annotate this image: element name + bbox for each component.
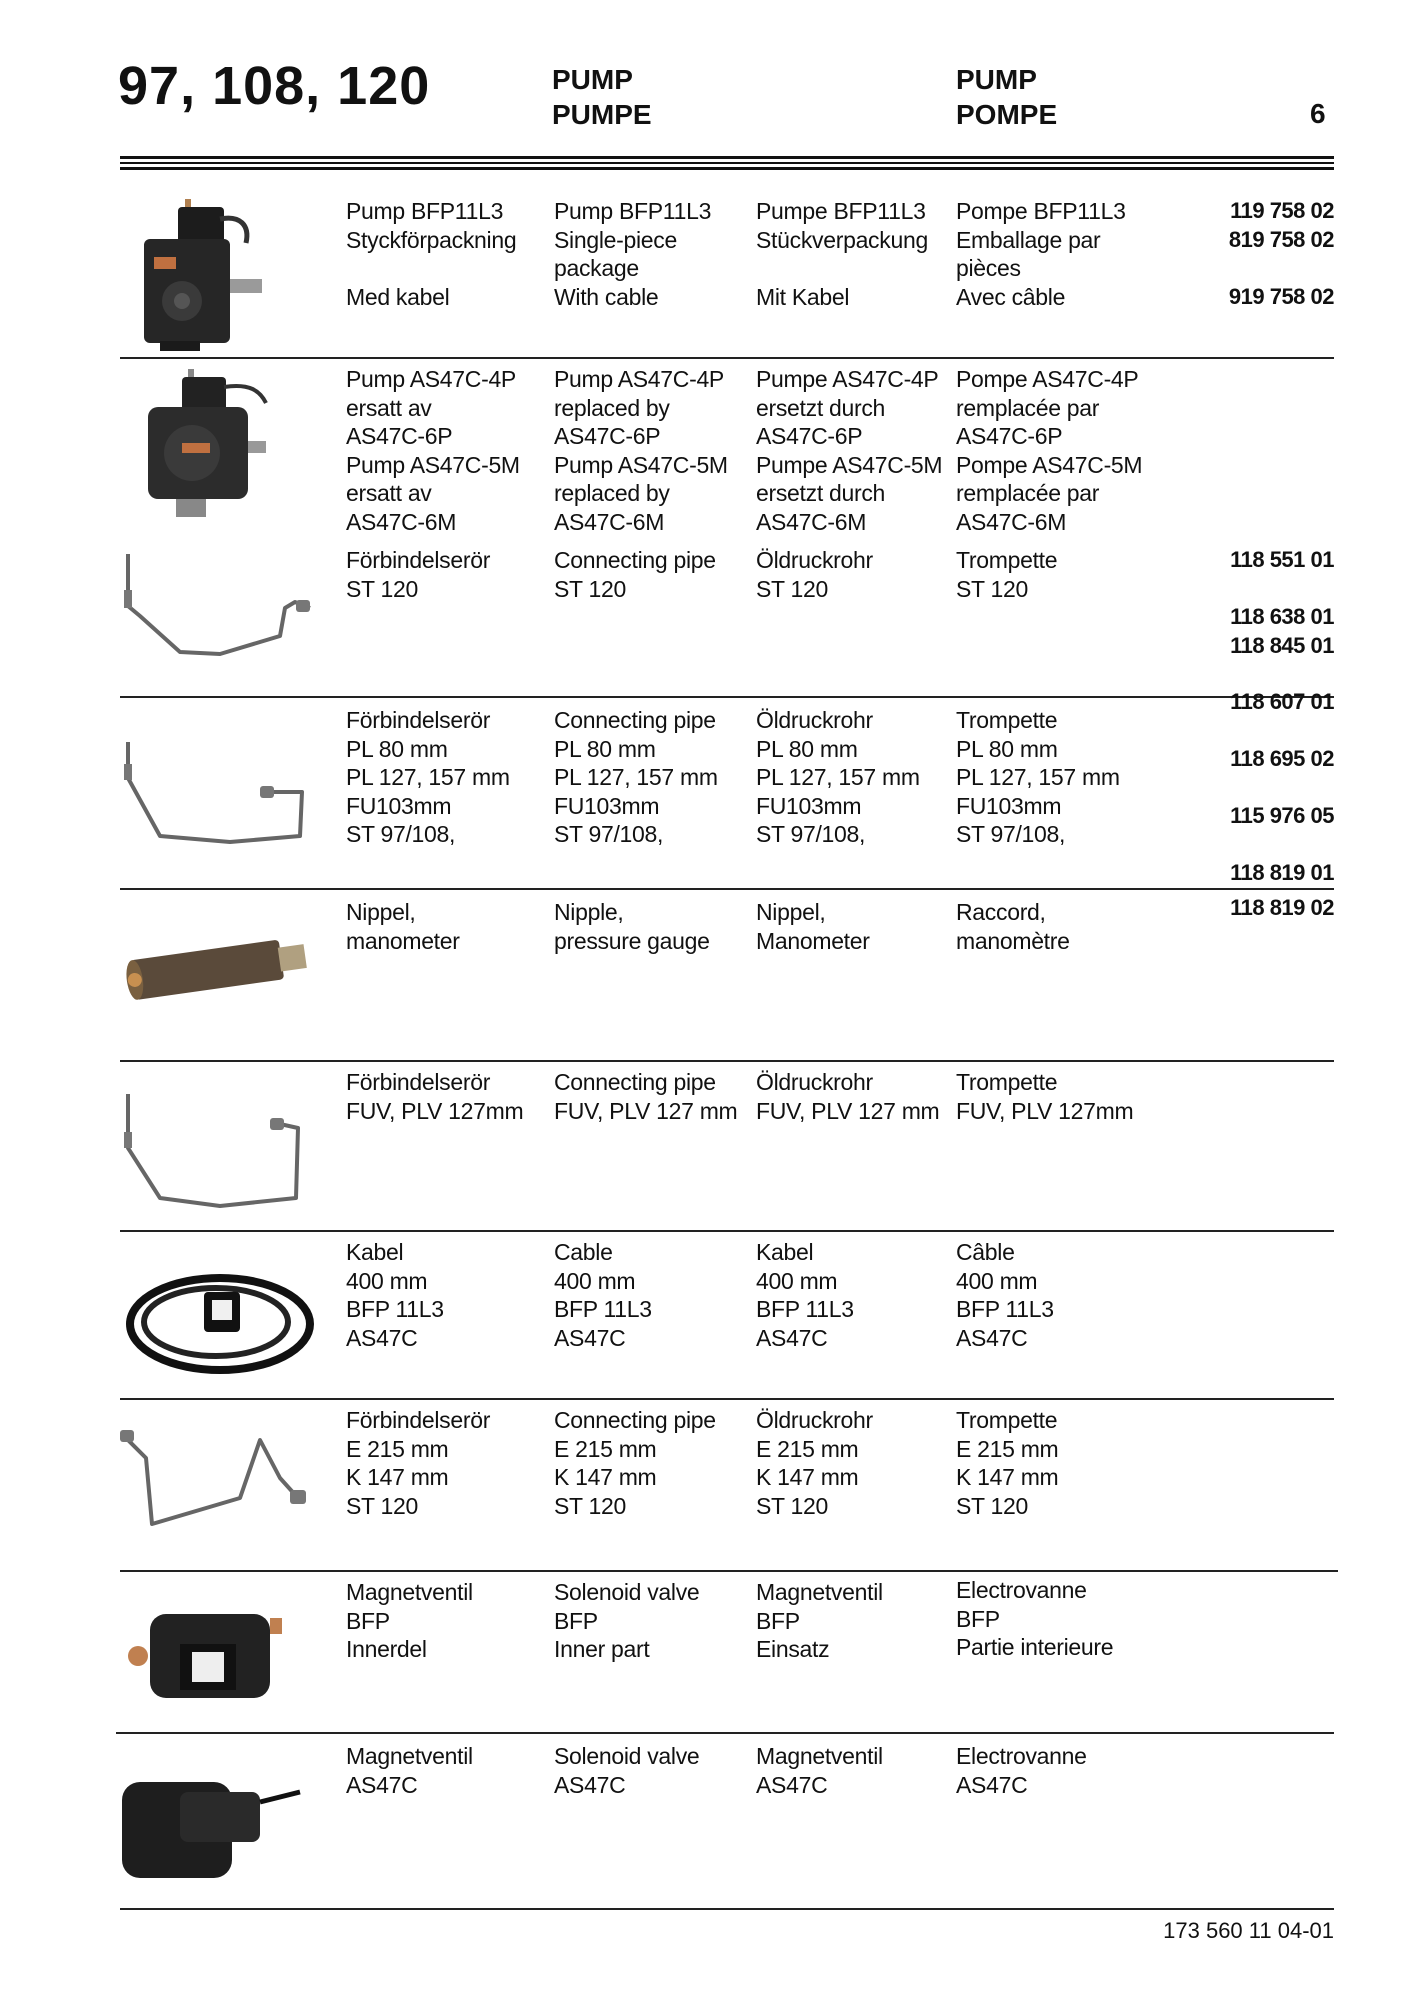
part-row: [120, 197, 1334, 357]
part-row: [120, 1060, 1334, 1230]
desc-de: Öldruckrohr E 215 mm K 147 mm ST 120: [756, 1407, 873, 1519]
title-sv-fr: [956, 62, 1057, 132]
part-number: [1214, 831, 1334, 860]
desc-de: Magnetventil BFP Einsatz: [756, 1579, 883, 1662]
desc-fr: Trompette ST 120: [956, 547, 1058, 602]
header-rule-3: [120, 167, 1334, 170]
part-number: 919 758 02: [1228, 283, 1334, 309]
part-row: [120, 357, 1334, 537]
desc-en: Nipple, pressure gauge: [554, 899, 710, 954]
desc-en: Solenoid valve AS47C: [554, 1743, 700, 1798]
row-divider: [120, 888, 1334, 890]
desc-sv: Förbindelserör PL 80 mm PL 127, 157 mm FU103mm ST 97/108,: [346, 707, 510, 847]
page-number: 6: [1310, 98, 1326, 129]
part-number: 819 758 02: [1228, 226, 1334, 252]
row-divider: [120, 1570, 1338, 1572]
desc-fr: Trompette PL 80 mm PL 127, 157 mm FU103mm ST 97/108,: [956, 707, 1120, 847]
solenoid-valve-icon: [120, 1762, 320, 1892]
row-divider: [120, 1060, 1334, 1062]
oil-pump-icon: [120, 197, 320, 357]
row-divider: [120, 696, 1334, 698]
part-number: 118 695 02: [1230, 746, 1334, 771]
title-en-de: [552, 62, 652, 132]
cable-icon: [120, 1252, 320, 1392]
oil-pump-icon: [120, 367, 320, 537]
solenoid-valve-icon: [120, 1592, 320, 1722]
part-codes: [1214, 546, 1334, 660]
part-number: 118 551 01: [1230, 547, 1334, 572]
desc-fr: Electrovanne BFP Partie interieure: [956, 1577, 1114, 1660]
desc-fr: Câble 400 mm BFP 11L3 AS47C: [956, 1239, 1054, 1351]
doc-code: 173 560 11 04-01: [1163, 1918, 1334, 1943]
pipe-icon: [120, 1088, 320, 1228]
pipe-icon: [120, 546, 320, 686]
part-number: [1214, 254, 1334, 283]
pipe-icon: [120, 1428, 320, 1558]
part-row: [120, 888, 1334, 1060]
desc-de: Pumpe AS47C-4P ersetzt durch AS47C-6P Pumpe AS47C-5M ersetzt durch AS47C-6M: [756, 366, 943, 535]
desc-de: Kabel 400 mm BFP 11L3 AS47C: [756, 1239, 854, 1351]
part-row: [120, 1230, 1334, 1398]
part-number: 118 819 01: [1230, 860, 1334, 885]
part-number: 118 638 01: [1230, 604, 1334, 629]
desc-de: Öldruckrohr FUV, PLV 127 mm: [756, 1069, 940, 1124]
desc-fr: Pompe BFP11L3 Emballage par pièces Avec câble: [956, 198, 1126, 310]
desc-sv: Kabel 400 mm BFP 11L3 AS47C: [346, 1239, 444, 1351]
desc-sv: Nippel, manometer: [346, 899, 460, 954]
page-header: [0, 0, 1410, 140]
part-number: 118 607 01: [1230, 689, 1334, 714]
title-pump: PUMP: [552, 64, 633, 95]
desc-en: Solenoid valve BFP Inner part: [554, 1579, 700, 1662]
part-number: 118 819 02: [1230, 895, 1334, 920]
desc-de: Öldruckrohr PL 80 mm PL 127, 157 mm FU103mm ST 97/108,: [756, 707, 920, 847]
footer-rule: [120, 1908, 1334, 1910]
pipe-icon: [120, 736, 320, 866]
desc-en: Pump AS47C-4P replaced by AS47C-6P Pump AS47C-5M replaced by AS47C-6M: [554, 366, 728, 535]
part-row: [120, 546, 1334, 696]
row-divider: [120, 1230, 1334, 1232]
model-numbers: 97, 108, 120: [118, 56, 431, 116]
desc-fr: Raccord, manomètre: [956, 899, 1070, 954]
desc-en: Cable 400 mm BFP 11L3 AS47C: [554, 1239, 652, 1351]
row-divider: [120, 1398, 1334, 1400]
desc-de: Nippel, Manometer: [756, 899, 870, 954]
desc-sv: Magnetventil AS47C: [346, 1743, 473, 1798]
desc-en: Connecting pipe FUV, PLV 127 mm: [554, 1069, 738, 1124]
header-rule-1: [120, 156, 1334, 159]
desc-fr: Electrovanne AS47C: [956, 1743, 1087, 1798]
row-divider: [116, 1732, 1334, 1734]
desc-sv: Pump BFP11L3 Styckförpackning Med kabel: [346, 198, 517, 310]
part-number: [1214, 717, 1334, 746]
desc-sv: Förbindelserör FUV, PLV 127mm: [346, 1069, 524, 1124]
desc-de: Magnetventil AS47C: [756, 1743, 883, 1798]
part-codes: [1214, 688, 1334, 888]
part-row: [120, 689, 1334, 888]
part-number: 115 976 05: [1230, 803, 1334, 828]
part-number: [1214, 575, 1334, 604]
desc-en: Connecting pipe E 215 mm K 147 mm ST 120: [554, 1407, 716, 1519]
part-row: [120, 1732, 1334, 1902]
desc-sv: Pump AS47C-4P ersatt av AS47C-6P Pump AS47C-5M ersatt av AS47C-6M: [346, 366, 520, 535]
desc-fr: Trompette E 215 mm K 147 mm ST 120: [956, 1407, 1059, 1519]
part-codes: [1214, 197, 1334, 311]
desc-en: Connecting pipe ST 120: [554, 547, 716, 602]
row-divider: [120, 357, 1334, 359]
desc-fr: Trompette FUV, PLV 127mm: [956, 1069, 1134, 1124]
title-pump-sv: PUMP: [956, 64, 1037, 95]
desc-de: Pumpe BFP11L3 Stückverpackung Mit Kabel: [756, 198, 928, 310]
nipple-icon: [120, 918, 320, 1018]
desc-en: Connecting pipe PL 80 mm PL 127, 157 mm FU103mm ST 97/108,: [554, 707, 718, 847]
part-number: [1214, 774, 1334, 803]
desc-de: Öldruckrohr ST 120: [756, 547, 873, 602]
desc-sv: Magnetventil BFP Innerdel: [346, 1579, 473, 1662]
part-number: 119 758 02: [1230, 198, 1334, 223]
part-number: 118 845 01: [1230, 632, 1334, 658]
desc-sv: Förbindelserör E 215 mm K 147 mm ST 120: [346, 1407, 491, 1519]
desc-sv: Förbindelserör ST 120: [346, 547, 491, 602]
desc-fr: Pompe AS47C-4P remplacée par AS47C-6P Pompe AS47C-5M remplacée par AS47C-6M: [956, 366, 1143, 535]
part-row: [120, 1398, 1334, 1570]
desc-en: Pump BFP11L3 Single-piece package With cable: [554, 198, 712, 310]
part-row: [120, 1570, 1334, 1732]
header-rule-2: [120, 162, 1334, 164]
title-pumpe: PUMPE: [552, 99, 652, 130]
title-pompe: POMPE: [956, 99, 1058, 130]
part-codes: [1214, 894, 1334, 923]
